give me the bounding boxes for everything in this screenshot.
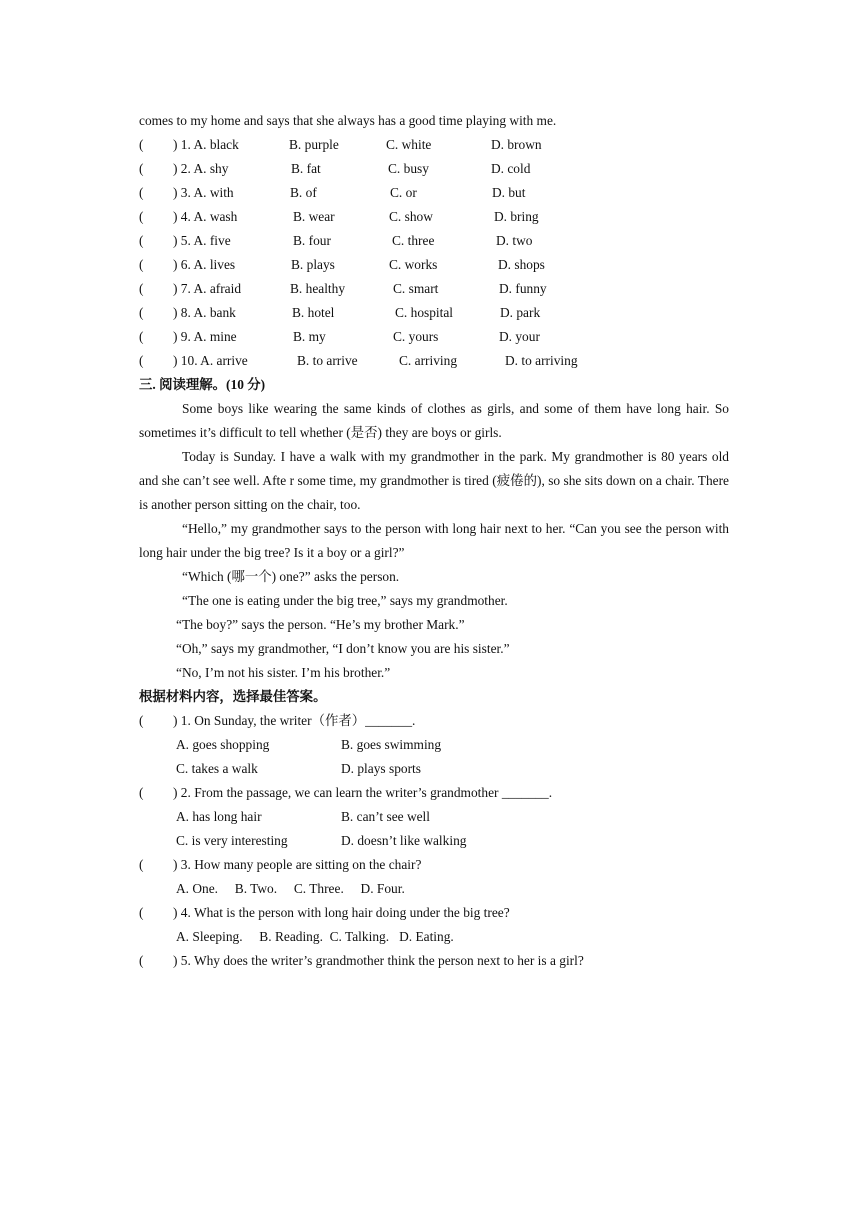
option-b: B. purple [289,137,339,152]
passage-paragraph: “The one is eating under the big tree,” says my grandmother. [182,593,508,608]
passage-paragraph: “No, I’m not his sister. I’m his brother.” [176,665,391,680]
passage-paragraph: “Hello,” my grandmother says to the person with long hair next to her. “Can you see the person with long hair under the big tree? Is it a boy or a girl?” [139,521,729,560]
question-option-a: ) 4. A. wash [173,209,238,224]
question-option-a: ) 10. A. arrive [173,353,248,368]
option-c: C. works [389,257,438,272]
question-option-a: ) 3. A. with [173,185,234,200]
option-d: D. to arriving [505,353,578,368]
option-d: D. doesn’t like walking [341,833,467,848]
option-d: D. two [496,233,533,248]
option-c: C. three [392,233,435,248]
option-b: B. hotel [292,305,335,320]
reading-question-3: ) 3. How many people are sitting on the chair? [173,857,422,872]
answer-paren[interactable]: ( [139,353,144,368]
option-d: D. your [499,329,540,344]
passage-paragraph: Today is Sunday. I have a walk with my grandmother in the park. My grandmother is 80 years old and she can’t see well. Afte r some time, my grandmother is tired (疲倦的), so she sits down on a chair. There is another person sitting on the chair, too. [139,449,729,512]
answer-paren[interactable]: ( [139,905,144,920]
option-b: B. four [293,233,331,248]
option-c: C. is very interesting [176,833,288,848]
answer-paren[interactable]: ( [139,305,144,320]
question-option-a: ) 2. A. shy [173,161,229,176]
passage-paragraph: Some boys like wearing the same kinds of clothes as girls, and some of them have long hair. So sometimes it’s difficult to tell whether (是否) they are boys or girls. [139,401,729,440]
option-c: C. smart [393,281,439,296]
answer-paren[interactable]: ( [139,137,144,152]
reading-question-4: ) 4. What is the person with long hair doing under the big tree? [173,905,510,920]
answer-paren[interactable]: ( [139,209,144,224]
option-c: C. arriving [399,353,458,368]
answer-paren[interactable]: ( [139,185,144,200]
option-b: B. plays [291,257,335,272]
answer-paren[interactable]: ( [139,281,144,296]
answer-paren[interactable]: ( [139,233,144,248]
options-line: A. One. B. Two. C. Three. D. Four. [176,881,405,896]
option-a: A. goes shopping [176,737,270,752]
option-b: B. fat [291,161,321,176]
option-c: C. or [390,185,417,200]
option-c: C. busy [388,161,429,176]
option-d: D. bring [494,209,539,224]
answer-paren[interactable]: ( [139,953,144,968]
options-line: A. Sleeping. B. Reading. C. Talking. D. Eating. [176,929,454,944]
option-b: B. my [293,329,326,344]
option-d: D. cold [491,161,531,176]
option-d: D. shops [498,257,545,272]
option-c: C. takes a walk [176,761,258,776]
option-b: B. wear [293,209,335,224]
passage-paragraph: “The boy?” says the person. “He’s my brother Mark.” [176,617,465,632]
option-c: C. yours [393,329,439,344]
option-d: D. brown [491,137,542,152]
question-option-a: ) 9. A. mine [173,329,237,344]
option-d: D. park [500,305,541,320]
reading-question-5: ) 5. Why does the writer’s grandmother think the person next to her is a girl? [173,953,584,968]
answer-paren[interactable]: ( [139,329,144,344]
option-a: A. has long hair [176,809,262,824]
option-b: B. goes swimming [341,737,442,752]
question-option-a: ) 7. A. afraid [173,281,242,296]
reading-question-2: ) 2. From the passage, we can learn the writer’s grandmother _______. [173,785,553,800]
answer-paren[interactable]: ( [139,785,144,800]
option-b: B. healthy [290,281,346,296]
option-b: B. of [290,185,317,200]
option-b: B. can’t see well [341,809,430,824]
answer-paren[interactable]: ( [139,257,144,272]
question-option-a: ) 1. A. black [173,137,239,152]
option-d: D. plays sports [341,761,421,776]
question-option-a: ) 6. A. lives [173,257,236,272]
option-c: C. show [389,209,433,224]
reading-question-1: ) 1. On Sunday, the writer（作者）_______. [173,713,416,728]
option-b: B. to arrive [297,353,358,368]
instruction: 根据材料内容，选择最佳答案。 [139,689,327,704]
answer-paren[interactable]: ( [139,857,144,872]
answer-paren[interactable]: ( [139,161,144,176]
option-d: D. but [492,185,526,200]
option-d: D. funny [499,281,547,296]
passage-paragraph: “Which (哪一个) one?” asks the person. [182,569,400,584]
answer-paren[interactable]: ( [139,713,144,728]
section-title: 三. 阅读理解。(10 分) [139,377,266,392]
passage-paragraph: “Oh,” says my grandmother, “I don’t know you are his sister.” [176,641,510,656]
intro-line: comes to my home and says that she always has a good time playing with me. [139,113,557,128]
option-c: C. white [386,137,432,152]
question-option-a: ) 8. A. bank [173,305,236,320]
question-option-a: ) 5. A. five [173,233,231,248]
option-c: C. hospital [395,305,454,320]
